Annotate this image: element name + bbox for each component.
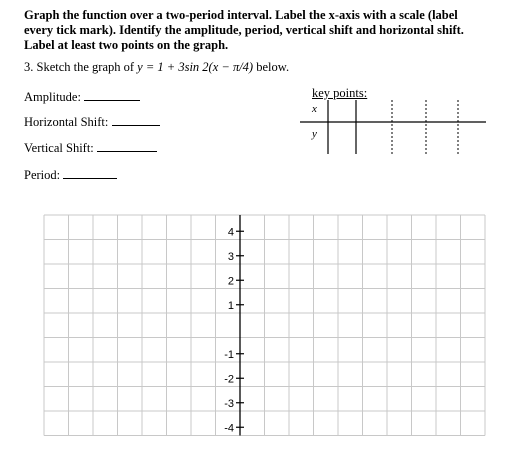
key-points-y-label: y [312,128,317,140]
y-tick-label: -4 [224,422,234,435]
instruction-line: every tick mark). Identify the amplitude, period, vertical shift and horizontal shift. [24,23,464,37]
y-tick-label: 4 [227,226,234,239]
vertical-shift-blank[interactable] [97,141,157,152]
period-label: Period: [24,168,61,182]
period-field [24,168,117,183]
instruction-line: Graph the function over a two-period interval. Label the x-axis with a scale (label [24,8,458,22]
amplitude-blank[interactable] [84,90,140,101]
instruction-line: Label at least two points on the graph. [24,38,229,52]
key-points-table[interactable] [300,98,490,158]
vertical-shift-label: Vertical Shift: [24,141,94,155]
y-tick-label: -3 [224,397,234,410]
amplitude-field [24,90,140,105]
horizontal-shift-blank[interactable] [112,115,160,126]
y-tick-label: -2 [224,373,234,386]
y-tick-labels [224,226,234,434]
period-blank[interactable] [63,168,117,179]
problem-suffix: below. [256,60,290,74]
y-tick-label: 1 [227,299,234,312]
problem-prefix: 3. Sketch the graph of [24,60,135,74]
problem-statement [24,60,289,75]
horizontal-shift-label: Horizontal Shift: [24,115,109,129]
horizontal-shift-field [24,115,160,130]
y-tick-label: 2 [227,275,234,288]
y-tick-label: -1 [224,348,234,361]
vertical-shift-field [24,141,157,156]
y-tick-label: 3 [227,250,234,263]
grid-lines [44,215,485,436]
amplitude-label: Amplitude: [24,90,81,104]
graph-grid[interactable] [40,210,496,442]
key-points-title: key points: [312,86,368,100]
problem-equation: y = 1 + 3sin 2(x − π/4) [137,60,254,74]
instructions [24,8,504,53]
key-points-x-label: x [312,103,317,115]
